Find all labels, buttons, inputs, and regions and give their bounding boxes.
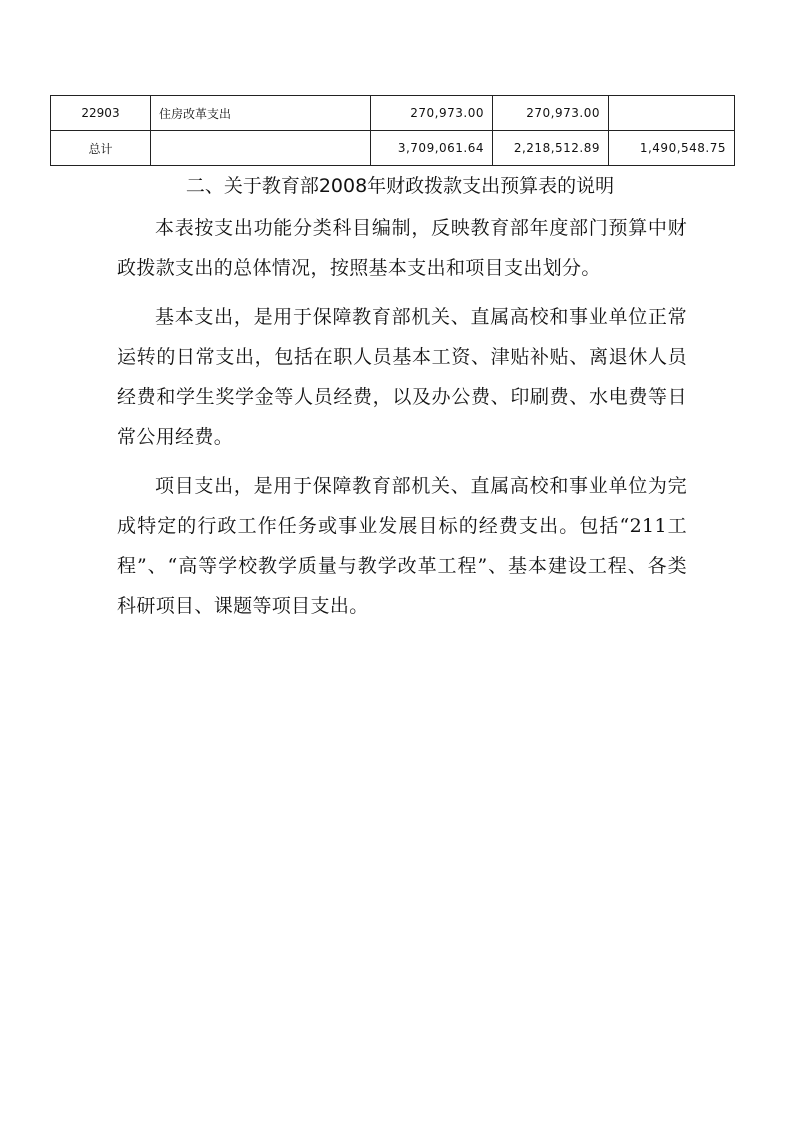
paragraph: 项目支出，是用于保障教育部机关、直属高校和事业单位为完成特定的行政工作任务或事业发展目标的经费支出。包括“211工程”、“高等学校教学质量与教学改革工程”、基本建设工程、各类科研项目、课题等项目支出。 <box>117 475 687 617</box>
section-body <box>117 208 687 635</box>
subject-code-cell: 22903 <box>51 96 151 131</box>
table-row <box>51 96 735 131</box>
paragraph: 本表按支出功能分类科目编制，反映教育部年度部门预算中财政拨款支出的总体情况，按照基本支出和项目支出划分。 <box>117 217 687 279</box>
section-heading: 二、关于教育部2008年财政拨款支出预算表的说明 <box>185 175 615 197</box>
budget-table <box>50 95 735 166</box>
total-label-cell: 总计 <box>51 131 151 166</box>
paragraph: 基本支出，是用于保障教育部机关、直属高校和事业单位正常运转的日常支出，包括在职人员基本工资、津贴补贴、离退休人员经费和学生奖学金等人员经费，以及办公费、印刷费、水电费等日常公用经费。 <box>117 306 687 448</box>
table-row-total <box>51 131 735 166</box>
basic-expense-cell: 270,973.00 <box>493 96 609 131</box>
project-expense-cell <box>609 96 735 131</box>
subject-name-cell <box>151 131 371 166</box>
basic-expense-cell: 2,218,512.89 <box>493 131 609 166</box>
total-amount-cell: 270,973.00 <box>371 96 493 131</box>
project-expense-cell: 1,490,548.75 <box>609 131 735 166</box>
total-amount-cell: 3,709,061.64 <box>371 131 493 166</box>
subject-name-cell: 住房改革支出 <box>151 96 371 131</box>
